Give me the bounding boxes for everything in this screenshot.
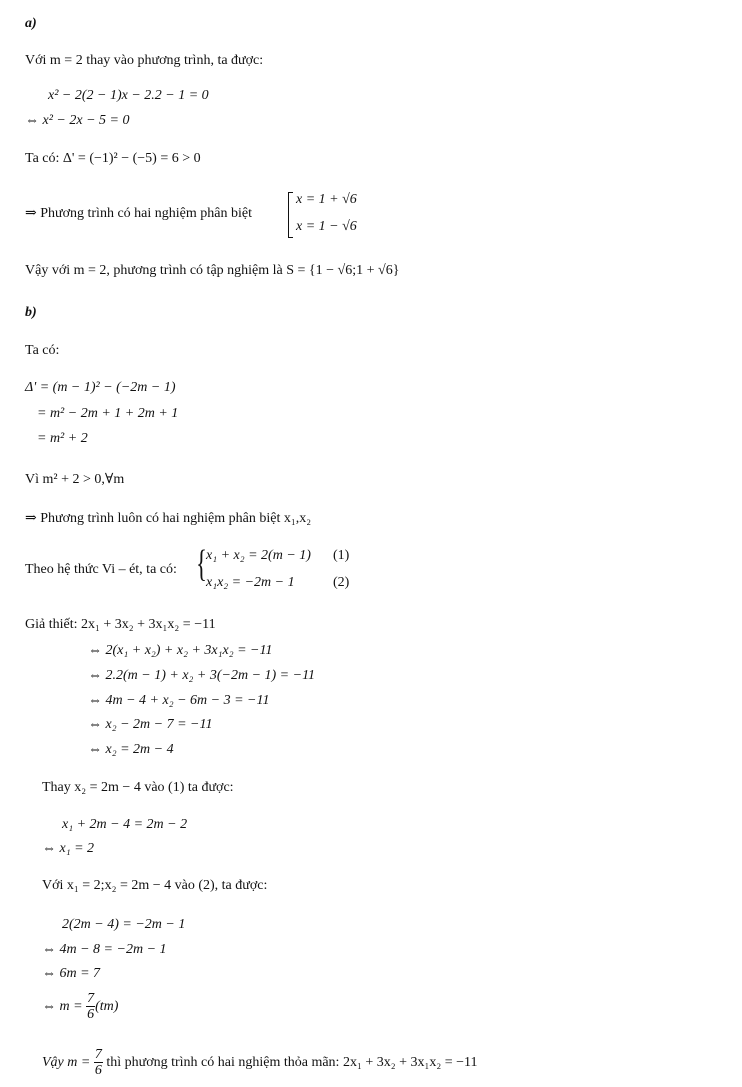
fraction-denominator: 6 [87,1007,95,1023]
with-line-2: ⇔ 4m − 8 = −2m − 1 [42,942,167,957]
final-line [42,1046,478,1080]
substitute-intro: Thay x₂ = 2m − 4 vào (1) ta được: [42,780,234,795]
delta-line-2: = m² − 2m + 1 + 2m + 1 [37,406,179,421]
substitute-line-2: ⇔ x₁ = 2 [42,841,95,856]
step-1: ⇔ 2(x₁ + x₂) + x₂ + 3x₁x₂ = −11 [88,643,273,658]
final-denominator: 6 [94,1063,102,1079]
final-prefix: Vậy m = [42,1055,91,1070]
final-fraction [94,1047,103,1078]
vieta-tag-2: (2) [333,575,350,590]
since-line: Vì m² + 2 > 0,∀m [25,472,125,487]
hypothesis-line: Giả thiết: 2x₁ + 3x₂ + 3x₁x₂ = −11 [25,617,216,632]
fraction-numerator: 7 [87,991,95,1007]
with-intro: Với x₁ = 2;x₂ = 2m − 4 vào (2), ta được: [42,878,268,893]
vieta-brace: { [196,543,207,585]
part-b-label: b) [25,305,37,320]
step-3: ⇔ 4m − 4 + x₂ − 6m − 3 = −11 [88,693,270,708]
vieta-eq-1: x₁ + x₂ = 2(m − 1) [206,548,311,563]
root-2: x = 1 − √6 [296,219,357,234]
two-roots-line: ⇒ Phương trình luôn có hai nghiệm phân biệt x₁,x₂ [25,511,312,526]
vieta-eq-2: x₁x₂ = −2m − 1 [206,575,295,590]
fraction-seven-sixths [86,991,95,1022]
with-line-4-suffix: (tm) [95,999,119,1014]
delta-line-1: Δ' = (m − 1)² − (−2m − 1) [25,380,176,395]
step-5: ⇔ x₂ = 2m − 4 [88,742,174,757]
substitute-line-1: x₁ + 2m − 4 = 2m − 2 [62,817,188,832]
step-2: ⇔ 2.2(m − 1) + x₂ + 3(−2m − 1) = −11 [88,668,316,683]
step-4: ⇔ x₂ − 2m − 7 = −11 [88,717,213,732]
part-b-intro: Ta có: [25,343,60,358]
part-a-intro: Với m = 2 thay vào phương trình, ta được: [25,53,264,68]
part-a-label: a) [25,16,37,31]
roots-bracket [288,192,293,238]
with-line-1: 2(2m − 4) = −2m − 1 [62,917,186,932]
part-a-eq2: ⇔ x² − 2x − 5 = 0 [25,113,130,128]
part-a-conclusion: Vậy với m = 2, phương trình có tập nghiệm là S = {1 − √6;1 + √6} [25,263,400,278]
with-line-4-prefix: ⇔ m = [42,999,83,1014]
with-line-4 [42,990,118,1024]
part-a-delta: Ta có: Δ' = (−1)² − (−5) = 6 > 0 [25,151,201,166]
part-a-eq1: x² − 2(2 − 1)x − 2.2 − 1 = 0 [48,88,209,103]
final-numerator: 7 [94,1047,102,1063]
vieta-intro: Theo hệ thức Vi – ét, ta có: [25,562,177,577]
with-line-3: ⇔ 6m = 7 [42,966,101,981]
final-suffix: thì phương trình có hai nghiệm thỏa mãn: 2x₁ + 3x₂ + 3x₁x₂ = −11 [106,1055,478,1070]
part-a-roots-intro: ⇒ Phương trình có hai nghiệm phân biệt [25,206,252,221]
delta-line-3: = m² + 2 [37,431,88,446]
vieta-tag-1: (1) [333,548,350,563]
root-1: x = 1 + √6 [296,192,357,207]
